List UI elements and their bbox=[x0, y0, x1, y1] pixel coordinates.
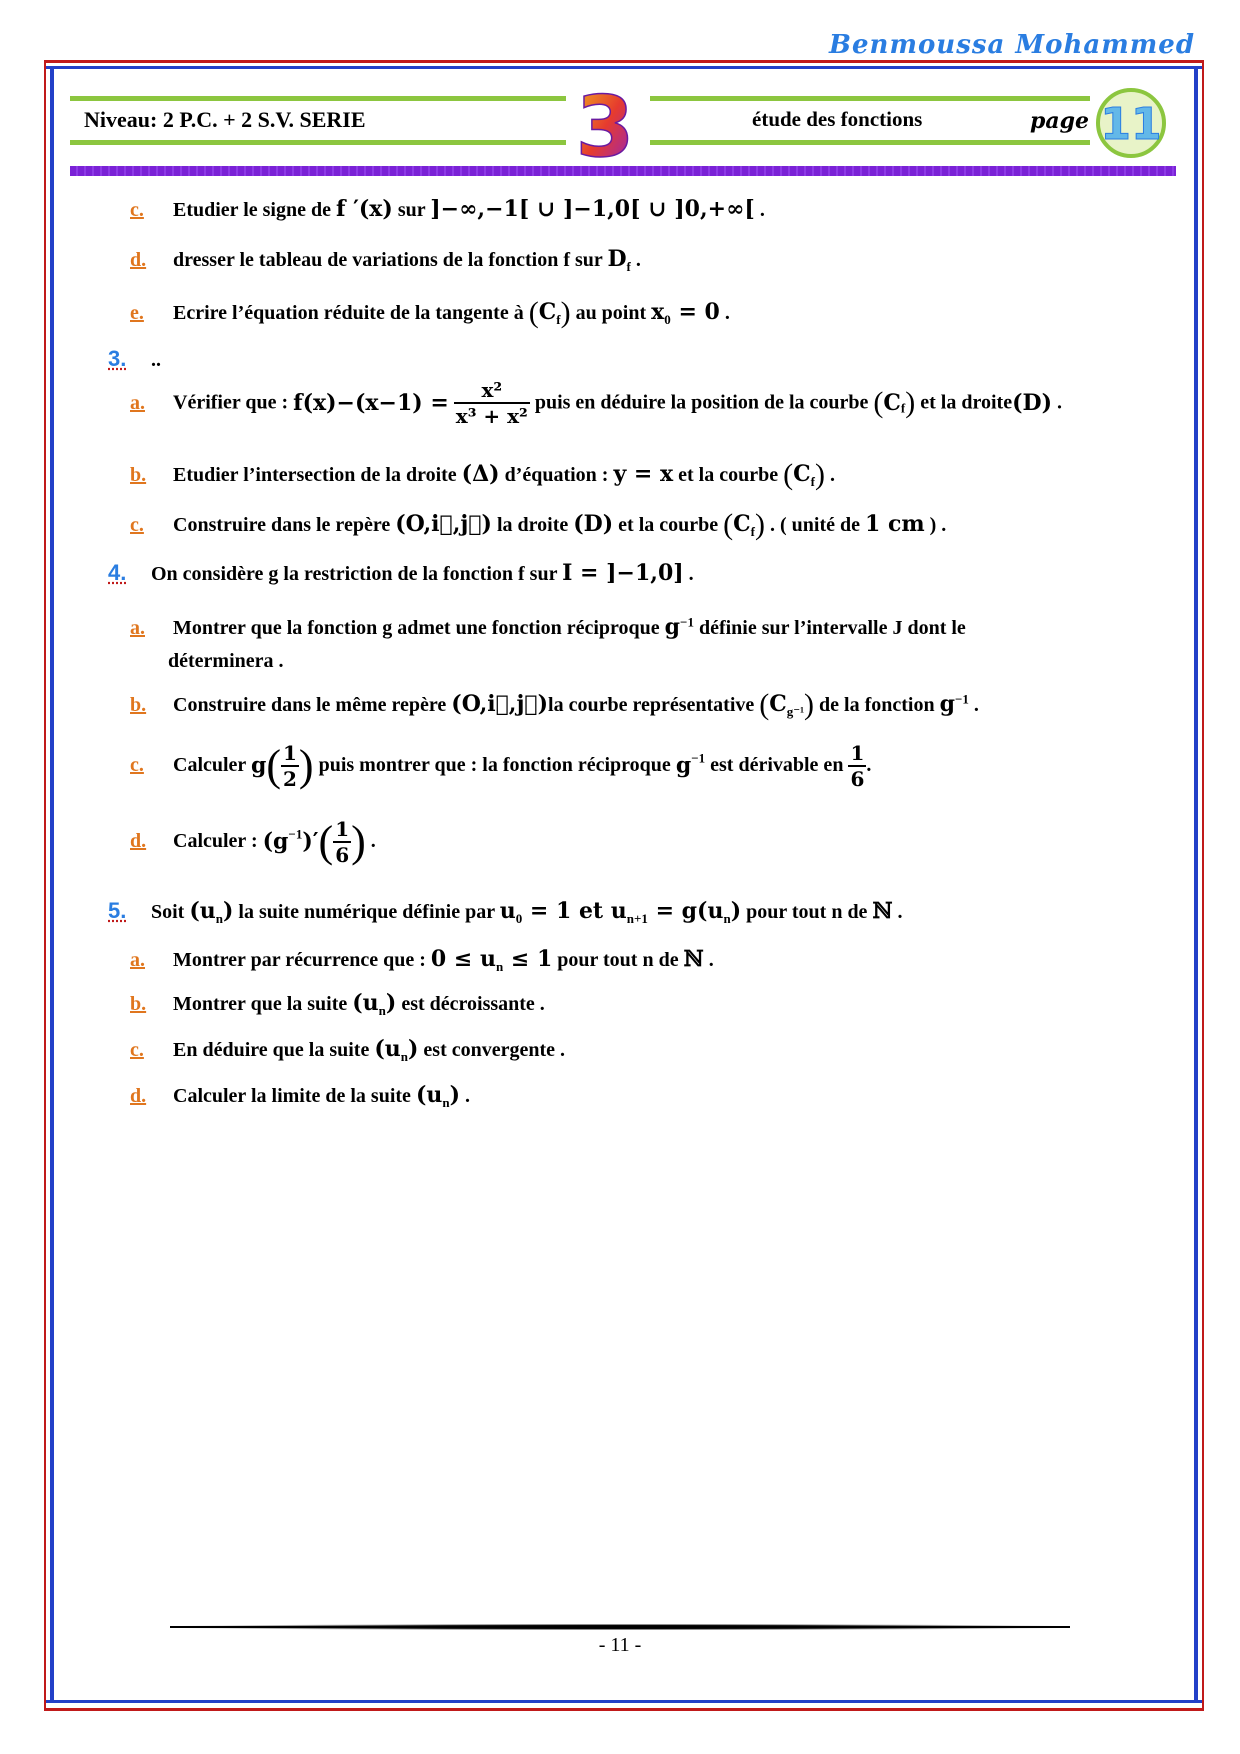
item-label: d. bbox=[130, 1085, 147, 1107]
fraction: $\frac{1}{2}$ bbox=[283, 740, 297, 791]
question-number: 4. bbox=[108, 560, 127, 585]
item-label: c. bbox=[130, 199, 144, 221]
header-bar-bottom-right bbox=[650, 140, 1090, 145]
question-number: 3. bbox=[108, 346, 127, 371]
footer-page-number: - 11 - bbox=[598, 1634, 642, 1656]
footer-divider-thin bbox=[170, 1626, 1070, 1628]
item-label: a. bbox=[130, 949, 145, 971]
item-4c: c. Calculer g( $\frac{1}{2}$ ) puis montrer que : la fonction réciproque $g^{-1}$ est dérivable en $\frac{1}{6}$ . bbox=[130, 740, 872, 791]
question-4: 4. On considère g la restriction de la fonction f sur I = ]−1,0] . bbox=[108, 560, 694, 586]
item-2d: d. dresser le tableau de variations de la fonction f sur $D_f$ . bbox=[130, 246, 641, 274]
item-2e: e. Ecrire l’équation réduite de la tangente à $(C_f)$ au point $x_0 = 0$ . bbox=[130, 296, 730, 329]
author-signature: Benmoussa Mohammed bbox=[829, 30, 1195, 60]
item-4d: d. Calculer : $(g^{-1})'$( $\frac{1}{6}$ ) . bbox=[130, 816, 376, 867]
item-5c: c. En déduire que la suite $(u_n)$ est convergente . bbox=[130, 1036, 566, 1064]
header-bar-top-left bbox=[70, 96, 566, 101]
item-2c: c. Etudier le signe de f ′(x) sur ]−∞,−1[ ∪ ]−1,0[ ∪ ]0,+∞[ . bbox=[130, 196, 765, 222]
page-number-badge bbox=[1094, 86, 1168, 160]
item-label: c. bbox=[130, 514, 144, 536]
header-level: Niveau: 2 P.C. + 2 S.V. SERIE bbox=[84, 107, 366, 132]
item-label: d. bbox=[130, 830, 147, 852]
serie-number: 3 bbox=[575, 88, 635, 164]
item-label: e. bbox=[130, 302, 144, 324]
item-label: c. bbox=[130, 1039, 144, 1061]
item-label: a. bbox=[130, 391, 145, 414]
item-label: d. bbox=[130, 249, 147, 271]
header-divider bbox=[70, 166, 1176, 176]
item-3a: a. Vérifier que : f(x)−(x−1) = $\frac{\text{x²}}{\text{x³ + x²}}$ puis en déduire la position de la courbe $(C_f)$ et la droite(D) . bbox=[130, 378, 1062, 428]
question-5: 5. Soit $(u_n)$ la suite numérique définie par $u_0 = 1$ et $u_{n+1} = g(u_n)$ pour tout n de ℕ . bbox=[108, 898, 903, 926]
item-4b: b. Construire dans le même repère (O,i⃗,j⃗)la courbe représentative $(C_{g^{-1}})$ de la fonction $g^{-1}$ . bbox=[130, 688, 979, 721]
serie-number-logo bbox=[560, 88, 650, 164]
item-5d: d. Calculer la limite de la suite $(u_n)$ . bbox=[130, 1082, 470, 1110]
question-3: 3. .. bbox=[108, 346, 161, 371]
item-3b: b. Etudier l’intersection de la droite (Δ) d’équation : y = x et la courbe $(C_f)$ . bbox=[130, 458, 835, 491]
item-5b: b. Montrer que la suite $(u_n)$ est décroissante . bbox=[130, 990, 545, 1018]
header-bar-top-right bbox=[650, 96, 1090, 101]
question-number: 5. bbox=[108, 898, 127, 923]
item-label: a. bbox=[130, 617, 145, 639]
fraction: $\frac{\text{x²}}{\text{x³ + x²}}$ bbox=[455, 378, 528, 428]
header-topic: étude des fonctions bbox=[752, 107, 923, 131]
item-label: b. bbox=[130, 993, 147, 1015]
fraction: $\frac{1}{6}$ bbox=[335, 816, 350, 867]
item-3c: c. Construire dans le repère (O,i⃗,j⃗) la droite (D) et la courbe $(C_f)$ . ( unité de 1 cm ) . bbox=[130, 508, 947, 541]
item-5a: a. Montrer par récurrence que : $0 \le u_n \le 1$ pour tout n de ℕ . bbox=[130, 946, 714, 974]
page-number: 11 bbox=[1100, 99, 1162, 150]
fraction: $\frac{1}{6}$ bbox=[850, 740, 865, 791]
item-label: b. bbox=[130, 694, 147, 716]
item-4a-continued: déterminera . bbox=[168, 650, 284, 672]
item-4a: a. Montrer que la fonction g admet une fonction réciproque $g^{-1}$ définie sur l’intervalle J dont le bbox=[130, 614, 966, 640]
item-label: c. bbox=[130, 754, 144, 776]
item-label: b. bbox=[130, 464, 147, 486]
page-label: page bbox=[1030, 108, 1090, 134]
header-bar-bottom-left bbox=[70, 140, 566, 145]
